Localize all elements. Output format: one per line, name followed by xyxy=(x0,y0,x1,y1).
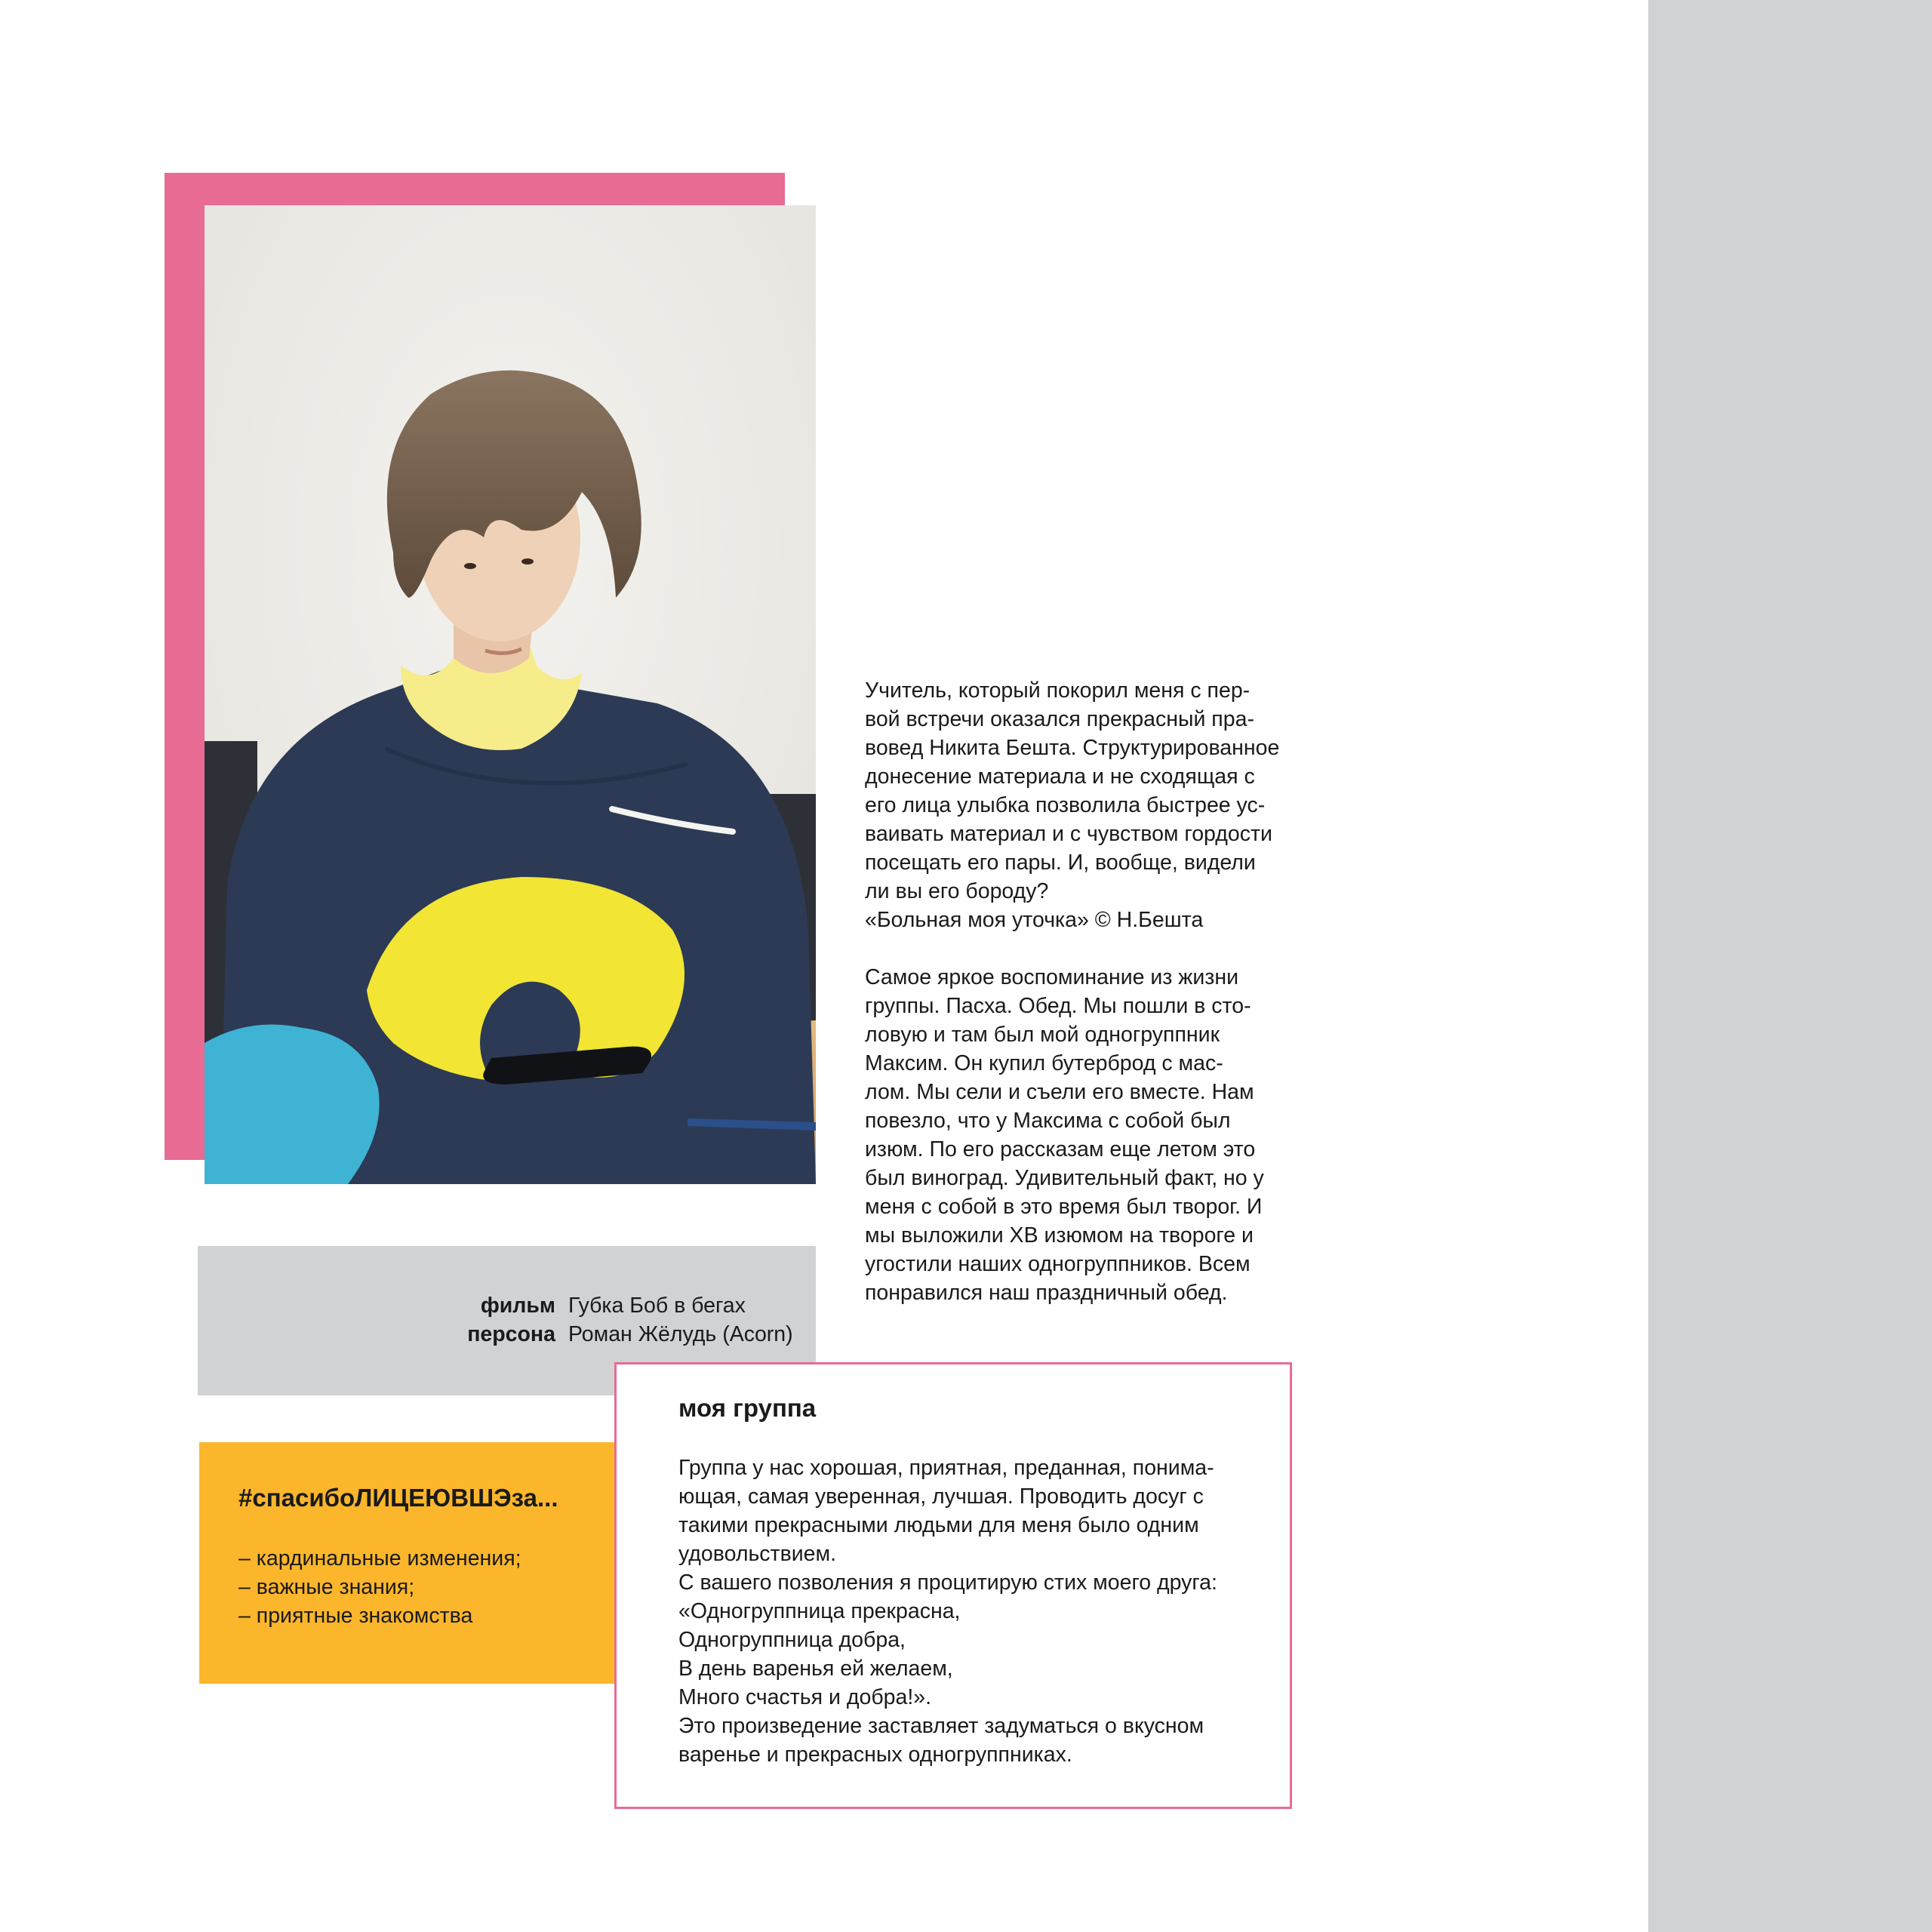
group-title: моя группа xyxy=(678,1394,817,1422)
text-line: изюм. По его рассказам еще летом это xyxy=(865,1137,1256,1161)
thanks-hashtag-title: #спасибоЛИЦЕЮВШЭза... xyxy=(238,1484,558,1512)
paragraph-teacher xyxy=(865,676,1303,934)
text-line: повезло, что у Максима с собой был xyxy=(865,1109,1231,1133)
paragraph-memory xyxy=(865,963,1303,1307)
text-line: ли вы его бороду? xyxy=(865,879,1049,903)
text-line: ющая, самая уверенная, лучшая. Проводить досуг с xyxy=(678,1484,1204,1509)
text-line: вовед Никита Бешта. Структурированное xyxy=(865,736,1280,760)
text-line: варенье и прекрасных одногруппниках. xyxy=(678,1743,1072,1767)
text-line: донесение материала и не сходящая с xyxy=(865,764,1255,789)
student-portrait-photo xyxy=(205,205,816,1184)
text-line: посещать его пары. И, вообще, видели xyxy=(865,851,1256,875)
text-line: Группа у нас хорошая, приятная, преданная, понима- xyxy=(678,1456,1214,1480)
text-line: мы выложили ХВ изюмом на твороге и xyxy=(865,1223,1254,1247)
text-line: Максим. Он купил бутерброд с мас- xyxy=(865,1051,1223,1075)
text-line: группы. Пасха. Обед. Мы пошли в сто- xyxy=(865,994,1251,1018)
text-line: Это произведение заставляет задуматься о вкусном xyxy=(678,1714,1204,1738)
article-text xyxy=(865,676,1303,1307)
text-line: лом. Мы сели и съели его вместе. Нам xyxy=(865,1080,1254,1104)
thanks-item: – кардинальные изменения; xyxy=(238,1546,521,1571)
right-sidebar-band xyxy=(1648,0,1932,1932)
text-line: В день варенья ей желаем, xyxy=(678,1657,953,1681)
text-line: вой встречи оказался прекрасный пра- xyxy=(865,707,1254,731)
text-line: «Одногруппница прекрасна, xyxy=(678,1599,961,1623)
text-line: Учитель, который покорил меня с пер- xyxy=(865,678,1251,703)
thanks-item: – важные знания; xyxy=(238,1575,415,1599)
text-line: такими прекрасными людьми для меня было одним xyxy=(678,1513,1199,1537)
text-line: его лица улыбка позволила быстрее ус- xyxy=(865,793,1266,817)
my-group-box xyxy=(614,1362,1292,1809)
text-line: угостили наших одногруппников. Всем xyxy=(865,1252,1251,1276)
text-line: был виноград. Удивительный факт, но у xyxy=(865,1166,1264,1190)
text-line: С вашего позволения я процитирую стих моего друга: xyxy=(678,1571,1217,1595)
favorite-film-value: Губка Боб в бегах xyxy=(568,1294,746,1318)
text-line: ваивать материал и с чувством гордости xyxy=(865,822,1272,846)
text-line: понравился наш праздничный обед. xyxy=(865,1281,1228,1305)
text-line: Много счастья и добра!». xyxy=(678,1685,932,1709)
text-line: «Больная моя уточка» © Н.Бешта xyxy=(865,908,1204,932)
thanks-list xyxy=(238,1544,521,1630)
favorite-person-key: персона xyxy=(467,1322,555,1346)
thanks-box xyxy=(199,1442,645,1684)
text-line: меня с собой в это время был творог. И xyxy=(865,1195,1263,1219)
text-line: ловую и там был мой одногруппник xyxy=(865,1023,1220,1047)
favorite-person-value: Роман Жёлудь (Acorn) xyxy=(568,1322,793,1346)
thanks-item: – приятные знакомства xyxy=(238,1604,473,1628)
text-line: Самое яркое воспоминание из жизни xyxy=(865,965,1239,989)
favorite-film-key: фильм xyxy=(480,1294,555,1318)
text-line: удовольствием. xyxy=(678,1542,837,1566)
text-line: Одногруппница добра, xyxy=(678,1628,906,1652)
group-text xyxy=(678,1454,1217,1769)
